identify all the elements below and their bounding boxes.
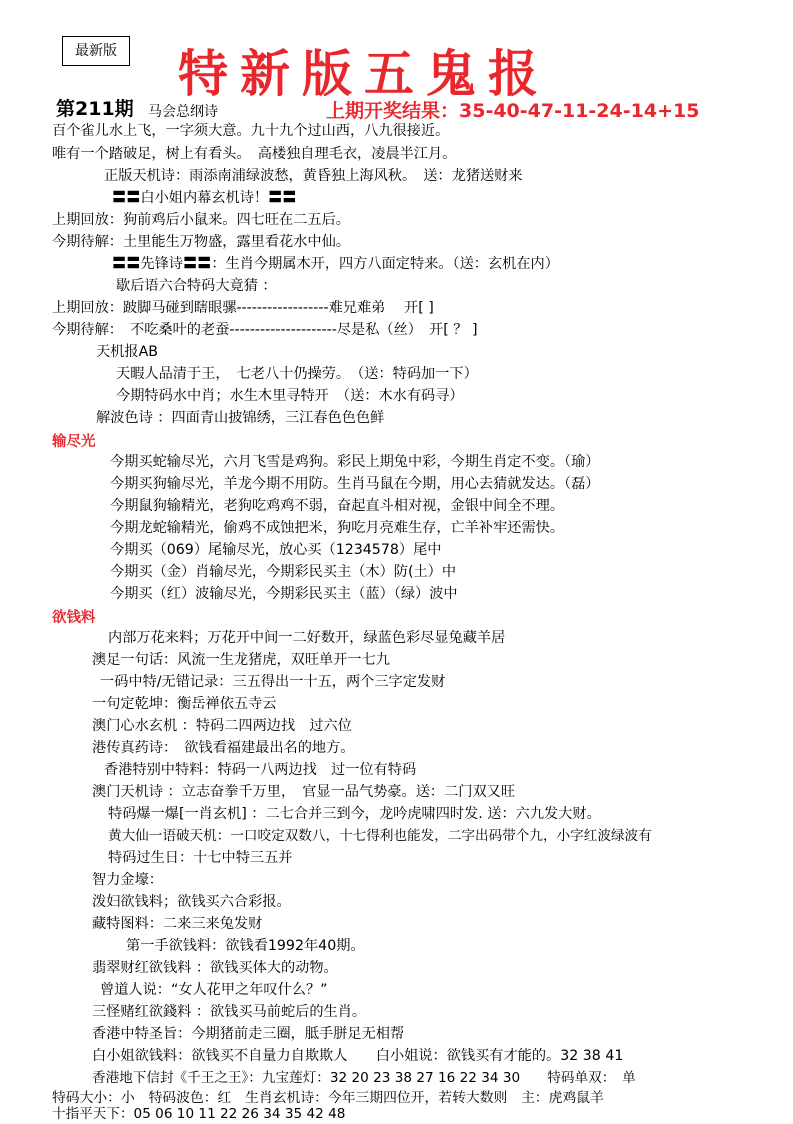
text-line: 三怪赌红欲錢料 ：欲钱买马前蛇后的生肖。 (92, 1004, 367, 1020)
text-line: 歇后语六合特码大竟猜 ： (116, 278, 277, 294)
text-line: 曾道人说：“女人花甲之年叹什么？” (100, 982, 328, 998)
issue-subtitle: 马会总纲诗 (148, 104, 218, 120)
text-line: 今期买（金）肖输尽光，今期彩民买主（木）防(土）中 (110, 564, 457, 580)
text-line: 〓〓先锋诗〓〓：生肖今期属木开，四方八面定特来。（送：玄机在内） (112, 256, 559, 272)
text-line: 今期买（红）波输尽光，今期彩民买主（蓝）（绿）波中 (110, 586, 458, 602)
page-title: 特新版五鬼报 (178, 44, 550, 103)
text-line: 今期鼠狗输精光，老狗吃鸡鸡不弱，奋起直斗相对视，金银中间全不理。 (110, 498, 565, 514)
text-line: 翡翠财红欲钱料 ：欲钱买体大的动物。 (92, 960, 338, 976)
text-line: 十指平天下：05 06 10 11 22 26 34 35 42 48 (52, 1106, 346, 1122)
text-line: 今期买狗输尽光，羊龙今期不用防。生肖马鼠在今期，用心去猜就发达。（磊） (110, 476, 600, 492)
text-line: 今期买蛇输尽光，六月飞雪是鸡狗。彩民上期兔中彩，今期生肖定不变。（瑜） (110, 454, 600, 470)
text-line: 香港地下信封《千王之王》：九宝莲灯：32 20 23 38 27 16 22 34 30 特码单双： 单 (92, 1070, 636, 1086)
text-line: 白小姐欲钱料：欲钱买不自量力自欺欺人 白小姐说：欲钱买有才能的。32 38 41 (92, 1048, 624, 1064)
text-line: 特码过生日：十七中特三五并 (108, 850, 293, 866)
text-line: 今期买（069）尾输尽光，放心买（1234578）尾中 (110, 542, 442, 558)
text-line: 藏特图料：二来三来兔发财 (92, 916, 263, 932)
text-line: 今期龙蛇输精光，偷鸡不成蚀把米，狗吃月亮难生存，亡羊补牢还需快。 (110, 520, 565, 536)
text-line: 今期特码水中肖；水生木里寻特开 （送：木水有码寻） (116, 388, 464, 404)
last-draw-result: 上期开奖结果：35-40-47-11-24-14+15 (326, 100, 700, 122)
text-line: 上期回放：跛脚马碰到瞎眼骡------------------难兄难弟 开[ ] (52, 300, 434, 316)
text-line: 〓〓白小姐内幕玄机诗！〓〓 (112, 190, 297, 206)
text-line: 唯有一个踏破足，树上有看头。 高楼独自理毛衣，凌晨半江月。 (52, 146, 457, 162)
text-line: 天机报AB (96, 344, 159, 360)
section-heading-money: 欲钱料 (52, 610, 96, 626)
text-line: 第一手欲钱料：欲钱看1992年40期。 (126, 938, 365, 954)
text-line: 特码爆一爆[一肖玄机] ：二七合并三到今，龙吟虎啸四时发. 送：六九发大财。 (108, 806, 601, 822)
text-line: 今期待解： 不吃桑叶的老蚕---------------------尽是私（丝） 开[ ？ ] (52, 322, 478, 338)
text-line: 澳门天机诗 ：立志奋拳千万里， 官显一品气势豪。送：二门双又旺 (92, 784, 516, 800)
text-line: 香港特别中特料：特码一八两边找 过一位有特码 (104, 762, 417, 778)
text-line: 特码大小：小 特码波色：红 生肖玄机诗：今年三期四位开，若转大数则 主：虎鸡鼠羊 (52, 1090, 604, 1106)
text-line: 百个雀儿水上飞，一字须大意。九十九个过山西，八九很接近。 (52, 123, 450, 139)
text-line: 智力金壕： (92, 872, 163, 888)
issue-number: 第211期 (56, 98, 134, 120)
text-line: 澳足一句话：风流一生龙猪虎，双旺单开一七九 (92, 652, 390, 668)
text-line: 澳门心水玄机 ：特码二四两边找 过六位 (92, 718, 352, 734)
text-line: 一句定乾坤：衡岳禅依五寺云 (92, 696, 277, 712)
text-line: 泼妇欲钱料；欲钱买六合彩报。 (92, 894, 291, 910)
section-heading-lose: 输尽光 (52, 434, 96, 450)
text-line: 港传真药诗： 欲钱看福建最出名的地方。 (92, 740, 355, 756)
text-line: 一码中特/无错记录：三五得出一十五，两个三字定发财 (100, 674, 446, 690)
edition-badge: 最新版 (62, 36, 130, 66)
text-line: 内部万花来料；万花开中间一二好数开，绿蓝色彩尽显兔藏羊居 (108, 630, 506, 646)
text-line: 香港中特圣旨：今期猪前走三圈，胝手胼足无相帮 (92, 1026, 405, 1042)
text-line: 今期待解：土里能生万物盛，露里看花水中仙。 (52, 234, 350, 250)
text-line: 上期回放：狗前鸡后小鼠来。四七旺在二五后。 (52, 212, 350, 228)
text-line: 解波色诗 ：四面青山披锦绣，三江春色色色鲜 (96, 410, 385, 426)
text-line: 黄大仙一语破天机：一口咬定双数八，十七得利也能发，二字出码带个九，小字红波绿波有 (108, 828, 652, 844)
text-line: 天暇人品清于王， 七老八十仍操劳。 （送：特码加一下） (116, 366, 478, 382)
text-line: 正版天机诗：雨添南浦绿波愁，黄昏独上海风秋。 送：龙猪送财来 (104, 168, 523, 184)
